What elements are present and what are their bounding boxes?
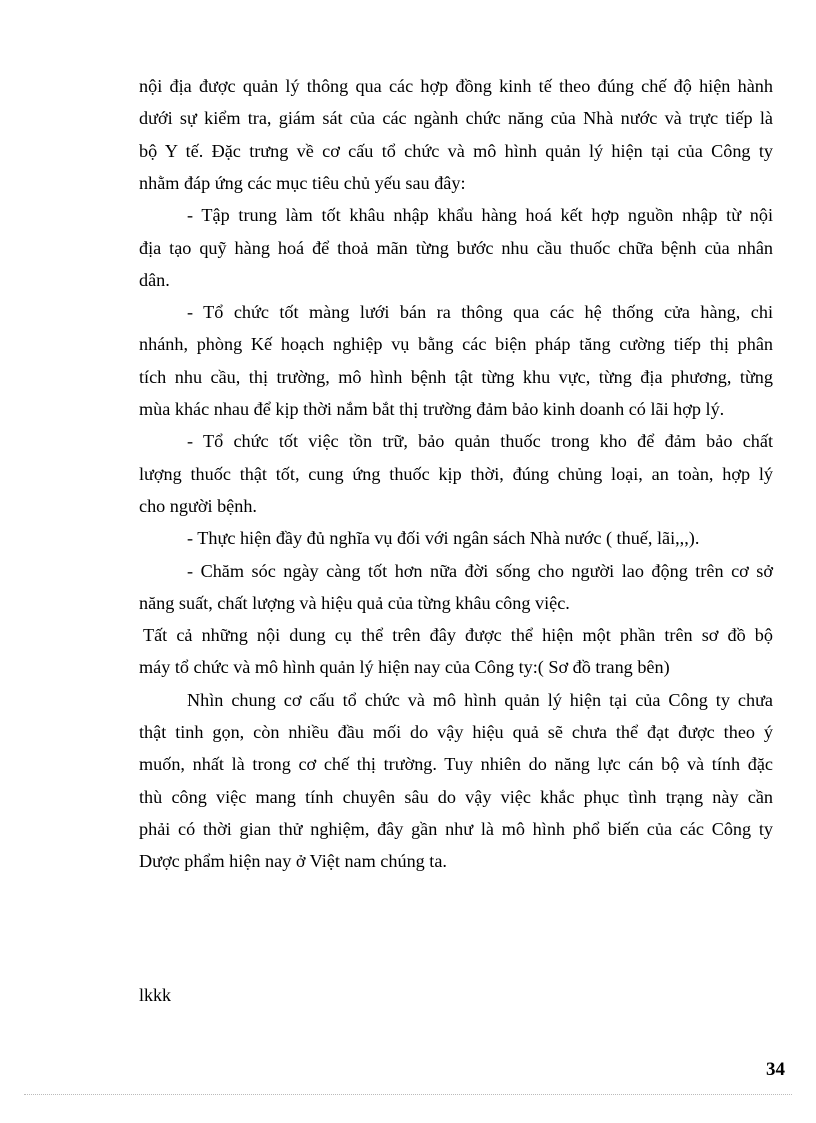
text-line: lượng thuốc thật tốt, cung ứng thuốc kịp thời, đúng chủng loại, an toàn, hợp lý xyxy=(139,463,773,484)
text-line: bộ Y tế. Đặc trưng về cơ cấu tổ chức và mô hình quản lý hiện tại của Công ty xyxy=(139,140,773,161)
footer-note: lkkk xyxy=(139,985,172,1005)
text-line: địa tạo quỹ hàng hoá để thoả mãn từng bước nhu cầu thuốc chữa bệnh của nhân xyxy=(139,237,773,258)
text-line: thật tinh gọn, còn nhiều đầu mối do vậy hiệu quả sẽ chưa thể đạt được theo ý xyxy=(139,722,773,742)
text-line: cho người bệnh. xyxy=(139,495,257,516)
page-boundary-divider xyxy=(24,1094,792,1095)
text-line: - Tổ chức tốt việc tồn trữ, bảo quản thuốc trong kho để đảm bảo chất xyxy=(187,431,773,452)
text-line: máy tổ chức và mô hình quản lý hiện nay của Công ty:( Sơ đồ trang bên) xyxy=(139,657,670,678)
text-line: - Tổ chức tốt màng lưới bán ra thông qua các hệ thống cửa hàng, chi xyxy=(187,302,773,323)
text-line: nhánh, phòng Kế hoạch nghiệp vụ bằng các biện pháp tăng cường tiếp thị phân xyxy=(139,334,773,355)
text-line: dân. xyxy=(139,269,170,290)
text-line: phải có thời gian thử nghiệm, đây gần như là mô hình phổ biến của các Công ty xyxy=(139,818,773,839)
text-line: nội địa được quản lý thông qua các hợp đồng kinh tế theo đúng chế độ hiện hành xyxy=(139,76,773,96)
text-line: - Tập trung làm tốt khâu nhập khẩu hàng hoá kết hợp nguồn nhập từ nội xyxy=(187,205,773,226)
text-line: nhằm đáp ứng các mục tiêu chủ yếu sau đây: xyxy=(139,172,466,193)
text-line: - Chăm sóc ngày càng tốt hơn nữa đời sống cho người lao động trên cơ sở xyxy=(187,560,773,581)
text-line: Dược phẩm hiện nay ở Việt nam chúng ta. xyxy=(139,851,447,872)
page-number: 34 xyxy=(766,1059,785,1080)
text-line: dưới sự kiểm tra, giám sát của các ngành chức năng của Nhà nước và trực tiếp là xyxy=(139,108,773,129)
text-line: tích nhu cầu, thị trường, mô hình bệnh tật từng khu vực, từng địa phương, từng xyxy=(139,366,773,387)
text-line: Nhìn chung cơ cấu tổ chức và mô hình quản lý hiện tại của Công ty chưa xyxy=(187,689,773,710)
text-line: muốn, nhất là trong cơ chế thị trường. Tuy nhiên do năng lực cán bộ và tính đặc xyxy=(139,754,773,775)
text-line: - Thực hiện đầy đủ nghĩa vụ đối với ngân sách Nhà nước ( thuế, lãi,,,). xyxy=(187,528,700,549)
text-line: mùa khác nhau để kịp thời nắm bắt thị trường đảm bảo kinh doanh có lãi hợp lý. xyxy=(139,399,725,419)
text-line: Tất cả những nội dung cụ thể trên đây được thể hiện một phần trên sơ đồ bộ xyxy=(143,625,773,646)
text-line: thù công việc mang tính chuyên sâu do vậy việc khắc phục tình trạng này cần xyxy=(139,786,773,807)
text-line: năng suất, chất lượng và hiệu quả của từng khâu công việc. xyxy=(139,592,570,613)
